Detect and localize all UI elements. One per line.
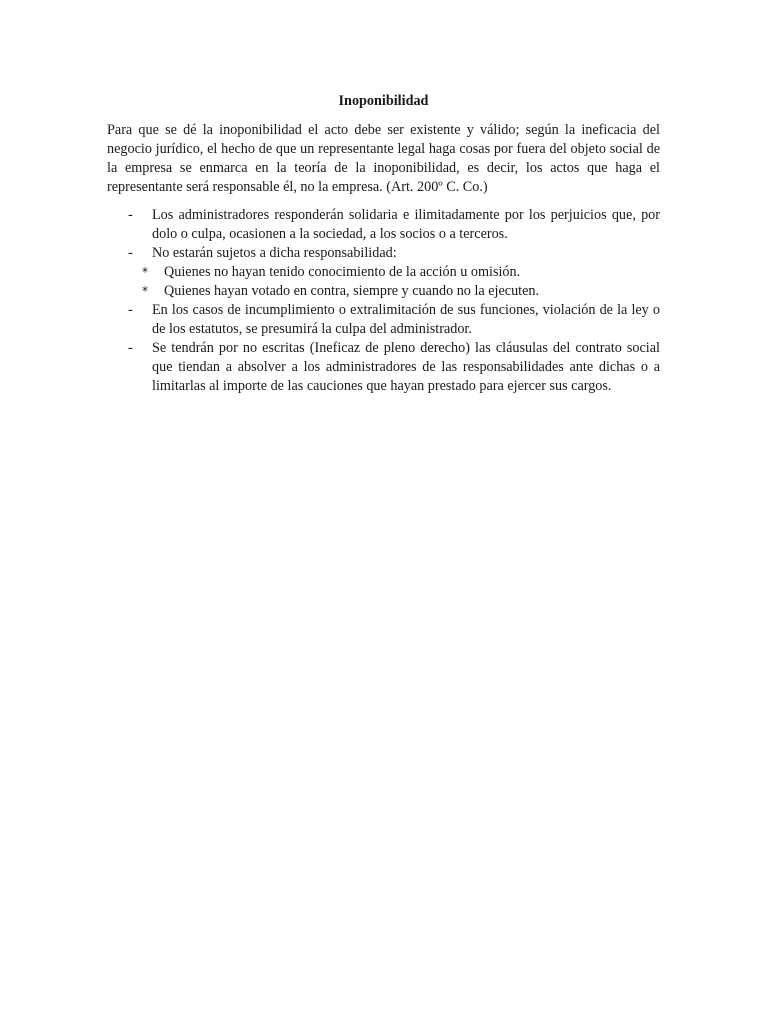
list-item (107, 339, 660, 396)
list-item-text: Los administradores responderán solidaria e ilimitadamente por los perjuicios que, por dolo o culpa, ocasionen a la sociedad, a los socios o a terceros. (152, 207, 660, 242)
intro-paragraph: Para que se dé la inoponibilidad el acto debe ser existente y válido; según la ineficacia del negocio jurídico, el hecho de que un representante legal haga cosas por fuera del objeto social de la empresa se enmarca en la teoría de la inoponibilidad, es decir, los actos que haga el representante será responsable él, no la empresa. (Art. 200º C. Co.) (107, 122, 660, 195)
asterisk-bullet: * (142, 284, 148, 298)
document-body (107, 92, 660, 396)
responsibility-list (107, 206, 660, 396)
sublist-item (107, 282, 660, 301)
list-item-text: En los casos de incumplimiento o extralimitación de sus funciones, violación de la ley o de los estatutos, se presumirá la culpa del administrador. (152, 302, 660, 337)
list-item (107, 244, 660, 263)
document-title: Inoponibilidad (338, 93, 429, 109)
sublist-container (107, 263, 660, 301)
list-item (107, 301, 660, 339)
sublist-item (107, 263, 660, 282)
sublist-item-text: Quienes hayan votado en contra, siempre y cuando no la ejecuten. (164, 283, 540, 299)
list-item-text: No estarán sujetos a dicha responsabilidad: (152, 245, 397, 261)
sublist-item-text: Quienes no hayan tenido conocimiento de la acción u omisión. (164, 264, 521, 280)
exemption-sublist (107, 263, 660, 301)
list-item-text: Se tendrán por no escritas (Ineficaz de pleno derecho) las cláusulas del contrato social que tiendan a absolver a los administradores de las responsabilidades ante dichas o a limitarlas al importe de las cauciones que hayan prestado para ejercer sus cargos. (152, 340, 660, 394)
dash-bullet: - (128, 207, 133, 223)
asterisk-bullet: * (142, 265, 148, 279)
dash-bullet: - (128, 340, 133, 356)
dash-bullet: - (128, 302, 133, 318)
list-item (107, 206, 660, 244)
dash-bullet: - (128, 245, 133, 261)
